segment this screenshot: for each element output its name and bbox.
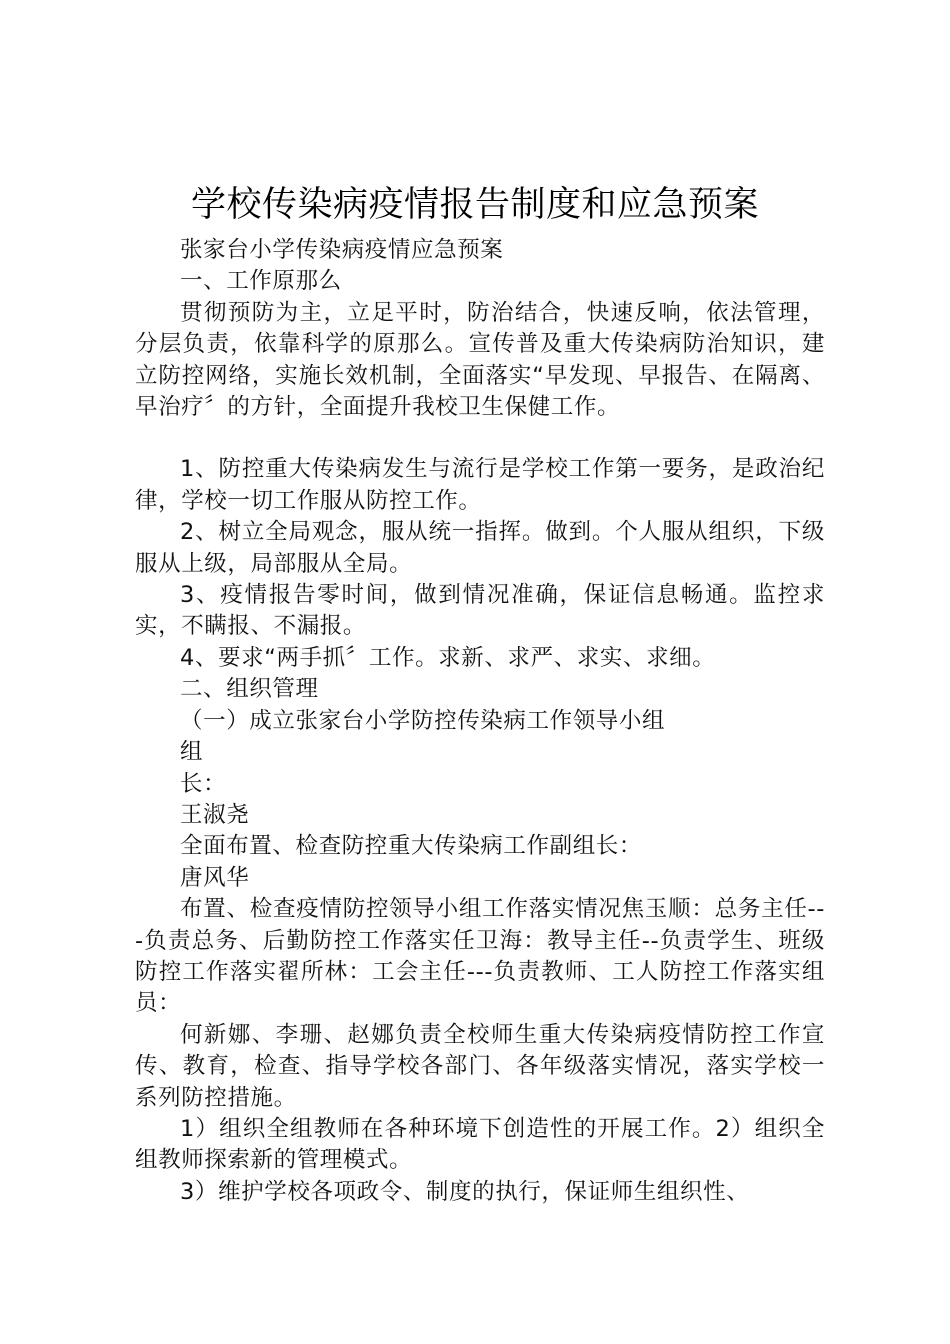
leader-name: 王淑尧 [180,801,250,828]
deputy-duty-paragraph: 布置、检查疫情防控领导小组工作落实情况焦玉顺：总务主任---负责总务、后勤防控工作落实任卫海：教导主任--负责学生、班级防控工作落实翟所林：工会主任---负责教师、工人防控工作落实组员： [135,896,825,1017]
leader-label-part-1: 组 [180,739,204,766]
section-heading-principles: 一、工作原那么 [180,268,342,295]
plan-subtitle: 张家台小学传染病疫情应急预案 [180,237,504,263]
principle-item-4: 4、要求“两手抓〞工作。求新、求严、求实、求细。 [180,644,716,671]
section-heading-organization: 二、组织管理 [180,676,319,703]
task-item-1-2: 1）组织全组教师在各种环境下创造性的开展工作。2）组织全组教师探索新的管理模式。 [135,1115,825,1174]
document-title: 学校传染病疫情报告制度和应急预案 [190,185,759,225]
principle-item-3: 3、疫情报告零时间，做到情况准确，保证信息畅通。监控求实，不瞒报、不漏报。 [135,582,825,640]
task-item-3: 3）维护学校各项政令、制度的执行，保证师生组织性、 [180,1178,750,1205]
deputy-leader-name: 唐风华 [180,864,250,891]
principle-item-1: 1、防控重大传染病发生与流行是学校工作第一要务，是政治纪律，学校一切工作服从防控工作。 [135,456,825,514]
principles-paragraph: 贯彻预防为主，立足平时，防治结合，快速反响，依法管理，分层负责，依靠科学的原那么。宣传普及重大传染病防治知识，建立防控网络，实施长效机制，全面落实“早发现、早报告、在隔离、早治疗〞的方针，全面提升我校卫生保健工作。 [135,299,825,421]
document-body [135,235,825,1208]
principle-item-2: 2、树立全局观念，服从统一指挥。做到。个人服从组织，下级服从上级，局部服从全局。 [135,519,825,577]
leader-duty: 全面布置、检查防控重大传染病工作副组长： [180,833,643,860]
members-duty-paragraph: 何新娜、李珊、赵娜负责全校师生重大传染病疫情防控工作宣传、教育，检查、指导学校各部门、各年级落实情况，落实学校一系列防控措施。 [135,1021,825,1111]
leader-label-part-2: 长： [180,770,227,797]
subsection-heading-leadership-group: （一）成立张家台小学防控传染病工作领导小组 [180,707,666,734]
